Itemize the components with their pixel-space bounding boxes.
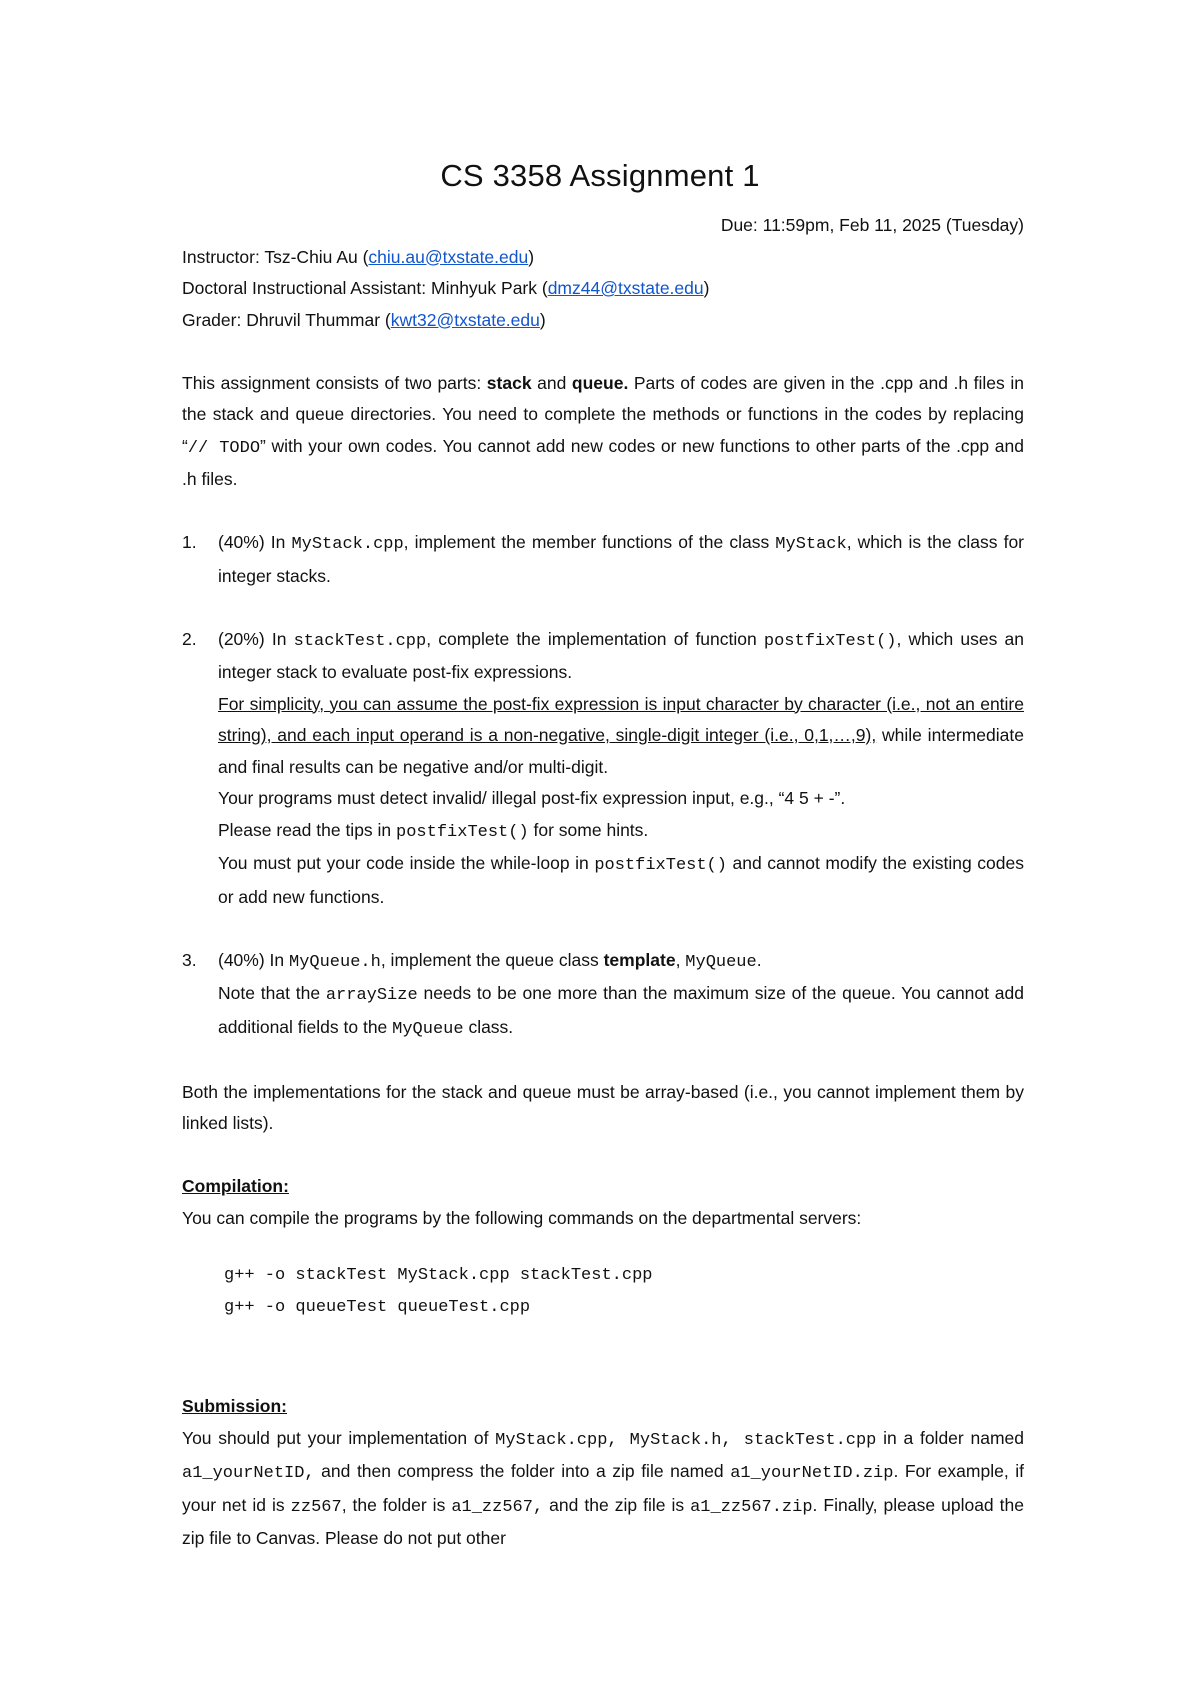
intro-text: This assignment consists of two parts: (182, 372, 487, 393)
staff-grader (182, 305, 1024, 337)
example-zip-code: a1_zz567.zip (690, 1497, 813, 1517)
intro-text: Parts of codes are given in the .cpp and .h files in the stack and queue directories. You need to complete the methods or functions in the codes by replacing “ (182, 372, 1024, 456)
function-code: postfixTest() (594, 856, 727, 875)
task-item-2 (182, 624, 1024, 914)
folder-code: a1_yourNetID, (182, 1464, 315, 1483)
item-2-while-loop (218, 848, 1024, 913)
underlined-assumption: For simplicity, you can assume the post-fix expression is input character by character (i.e., not an entire string), and each input operand is a non-negative, single-digit integer (i.e., 0,1,…,9), (218, 693, 1024, 745)
task-item-1 (182, 527, 1024, 592)
item-text: and cannot modify the existing codes or add new functions. (218, 853, 1024, 907)
class-code: MyStack (775, 535, 847, 554)
item-text: , which is the class for integer stacks. (218, 532, 1025, 586)
template-bold: template (603, 949, 676, 970)
item-text: (20%) In (218, 628, 294, 649)
item-text: , implement the queue class (380, 949, 604, 970)
instructor-email-link[interactable]: chiu.au@txstate.edu (368, 246, 529, 267)
compile-command-stack: g++ -o stackTest MyStack.cpp stackTest.cpp (224, 1266, 653, 1285)
staff-role: Grader: Dhruvil Thummar ( (182, 309, 391, 330)
item-2-intro (218, 624, 1024, 689)
item-text: , (675, 949, 686, 970)
class-code: MyQueue (392, 1019, 464, 1039)
example-folder-code: a1_zz567, (451, 1497, 544, 1517)
staff-assistant (182, 273, 1024, 305)
filename-code: stackTest.cpp (293, 631, 427, 651)
array-based-paragraph: Both the implementations for the stack and queue must be array-based (i.e., you cannot implement them by linked lists). (182, 1081, 1024, 1133)
item-text: class. (463, 1016, 514, 1037)
item-text: . (756, 949, 762, 970)
item-number: 1. (182, 532, 197, 552)
intro-queue: queue. (571, 372, 629, 393)
staff-instructor (182, 242, 1024, 274)
paren: ) (539, 309, 546, 330)
due-date: Due: 11:59pm, Feb 11, 2025 (Tuesday) (720, 215, 1024, 235)
submission-heading: Submission: (182, 1396, 288, 1416)
function-code: postfixTest() (763, 631, 897, 651)
item-text: You must put your code inside the while-loop in (218, 853, 595, 873)
submission-text: and then compress the folder into a zip file named (314, 1461, 731, 1481)
staff-role: Doctoral Instructional Assistant: Minhyuk Park ( (182, 278, 548, 298)
compilation-text: You can compile the programs by the following commands on the departmental servers: (182, 1207, 862, 1228)
item-number: 2. (182, 628, 197, 649)
intro-paragraph (182, 368, 1024, 496)
item-3-intro (218, 945, 1024, 979)
item-2-simplicity (218, 689, 1024, 784)
item-3-note (218, 978, 1024, 1045)
compile-command-queue: g++ -o queueTest queueTest.cpp (224, 1297, 531, 1317)
todo-code: // TODO (187, 438, 261, 458)
item-text: , which uses an integer stack to evaluate post-fix expressions. (218, 628, 1025, 682)
item-2-tips (218, 815, 1024, 849)
task-item-3 (182, 945, 1024, 1046)
zip-code: a1_yourNetID.zip (730, 1464, 894, 1483)
filename-code: MyQueue.h (289, 952, 381, 972)
filename-code: MyStack.cpp (291, 535, 404, 554)
grader-email-link[interactable]: kwt32@txstate.edu (390, 309, 540, 330)
item-text: while intermediate and final results can be negative and/or multi-digit. (218, 725, 1024, 777)
submission-text: in a folder named (876, 1427, 1024, 1448)
class-code: MyQueue (685, 952, 757, 972)
intro-text: ” with your own codes. You cannot add new codes or new functions to other parts of the .cpp and .h files. (182, 435, 1024, 489)
item-text: (40%) In (218, 532, 292, 552)
compilation-heading: Compilation: (182, 1176, 289, 1196)
submission-text: and the zip file is (543, 1494, 691, 1515)
submission-text: . Finally, please upload the zip file to Canvas. Please do not put other (182, 1494, 1025, 1548)
staff-role: Instructor: Tsz-Chiu Au ( (182, 246, 369, 267)
document-body (182, 210, 1024, 1555)
function-code: postfixTest() (396, 822, 529, 842)
submission-text: . For example, if your net id is (182, 1461, 1024, 1515)
paren: ) (703, 278, 710, 298)
assistant-email-link[interactable]: dmz44@txstate.edu (547, 278, 704, 298)
netid-code: zz567 (290, 1497, 342, 1517)
item-text: , implement the member functions of the class (403, 532, 776, 552)
submission-text: , the folder is (341, 1494, 452, 1515)
paren: ) (528, 246, 535, 267)
item-text: Note that the (218, 983, 326, 1003)
item-2-detect: Your programs must detect invalid/ illegal post-fix expression input, e.g., “4 5 + -”. (218, 788, 846, 808)
submission-paragraph (182, 1423, 1024, 1555)
field-code: arraySize (325, 986, 418, 1005)
item-text: needs to be one more than the maximum size of the queue. You cannot add additional fields to the (218, 983, 1024, 1037)
item-text: (40%) In (218, 949, 289, 970)
item-text: , complete the implementation of function (426, 628, 764, 649)
intro-stack: stack (486, 372, 532, 393)
intro-text: and (531, 372, 572, 393)
page-title: CS 3358 Assignment 1 (440, 158, 760, 193)
item-number: 3. (182, 949, 197, 970)
submission-text: You should put your implementation of (182, 1427, 496, 1448)
files-code: MyStack.cpp, MyStack.h, stackTest.cpp (495, 1430, 877, 1450)
item-text: for some hints. (528, 819, 649, 840)
item-text: Please read the tips in (218, 819, 397, 840)
